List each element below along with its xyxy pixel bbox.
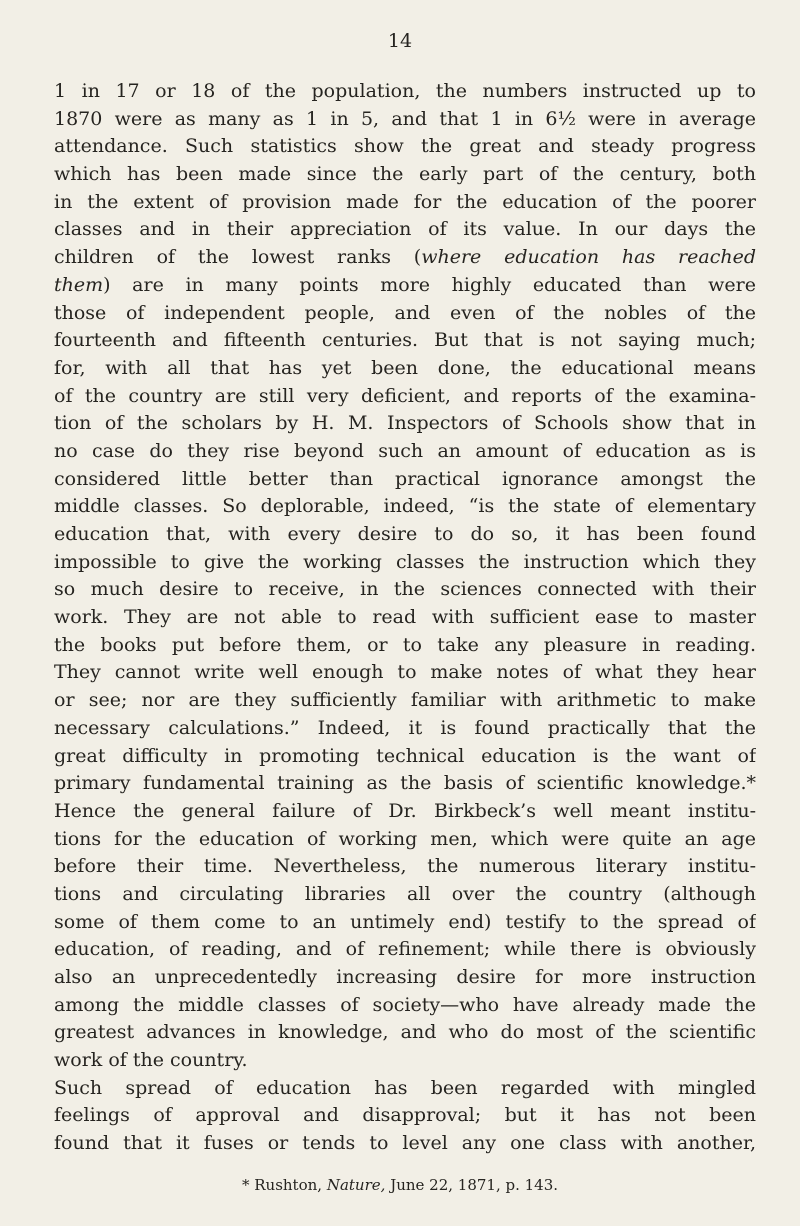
text-line-31: some of them come to an untimely end) testify to the spread of <box>54 910 756 933</box>
footnote-author: Rushton, <box>254 1176 323 1194</box>
text-line-7-before: children of the lowest ranks ( <box>54 246 422 269</box>
text-line-24: necessary calculations.” Indeed, it is found practically that the <box>54 716 756 739</box>
text-line-39: found that it fuses or tends to level any one class with another, <box>54 1132 756 1155</box>
text-line-17: education that, with every desire to do so, it has been found <box>54 523 756 545</box>
text-line-14: no case do they rise beyond such an amount of education as is <box>54 439 756 462</box>
page-number: 14 <box>387 30 413 52</box>
text-line-13: tion of the scholars by H. M. Inspectors of Schools show that in <box>54 412 756 435</box>
footnote-citation: June 22, 1871, p. 143. <box>390 1176 559 1194</box>
text-line-38: feelings of approval and disapproval; but it has not been <box>54 1104 756 1127</box>
text-line-21: the books put before them, or to take any pleasure in reading. <box>54 633 756 656</box>
text-line-35: greatest advances in knowledge, and who do most of the scientific <box>54 1021 756 1044</box>
text-line-2: 1870 were as many as 1 in 5, and that 1 in 6½ were in average <box>54 107 756 130</box>
text-line-12: of the country are still very deficient, and reports of the examina- <box>54 384 756 407</box>
text-line-6: classes and in their appreciation of its value. In our days the <box>54 218 756 241</box>
text-line-1: 1 in 17 or 18 of the population, the numbers instructed up to <box>54 80 756 102</box>
footnote-marker: * <box>241 1176 250 1194</box>
text-line-8-after: ) are in many points more highly educated than were <box>103 273 756 296</box>
body-text <box>54 78 756 1158</box>
text-line-15: considered little better than practical ignorance amongst the <box>54 467 756 490</box>
text-line-23: or see; nor are they sufficiently familiar with arithmetic to make <box>54 689 756 712</box>
text-line-29: before their time. Nevertheless, the numerous literary institu- <box>54 855 756 878</box>
text-line-27: Hence the general failure of Dr. Birkbeck’s well meant institu- <box>54 799 756 822</box>
text-line-7 <box>54 244 756 272</box>
text-line-8-italic: them <box>54 273 104 296</box>
text-line-25: great difficulty in promoting technical education is the want of <box>54 744 756 767</box>
text-line-7-italic: where education has reached <box>421 246 756 269</box>
text-line-4: which has been made since the early part of the century, both <box>54 163 756 186</box>
text-line-8 <box>54 272 756 300</box>
text-line-20: work. They are not able to read with sufficient ease to master <box>54 606 756 629</box>
text-line-16: middle classes. So deplorable, indeed, “is the state of elementary <box>54 495 756 518</box>
text-line-22: They cannot write well enough to make notes of what they hear <box>54 661 756 684</box>
text-line-10: fourteenth and fifteenth centuries. But that is not saying much; <box>54 329 756 352</box>
text-line-5: in the extent of provision made for the education of the poorer <box>54 190 756 213</box>
text-line-36: work of the country. <box>54 1049 248 1072</box>
text-line-34: among the middle classes of society—who have already made the <box>54 993 756 1016</box>
text-line-9: those of independent people, and even of the nobles of the <box>54 301 756 324</box>
text-line-32: education, of reading, and of refinement; while there is obviously <box>54 938 756 961</box>
text-line-19: so much desire to receive, in the sciences connected with their <box>54 578 756 601</box>
text-line-30: tions and circulating libraries all over the country (although <box>54 882 756 905</box>
footnote-journal: Nature, <box>326 1176 386 1194</box>
text-line-28: tions for the education of working men, which were quite an age <box>54 827 756 850</box>
footnote <box>0 1176 800 1194</box>
text-line-37: Such spread of education has been regarded with mingled <box>54 1076 756 1099</box>
text-line-3: attendance. Such statistics show the great and steady progress <box>54 135 756 158</box>
text-line-18: impossible to give the working classes the instruction which they <box>54 550 756 573</box>
text-line-33: also an unprecedentedly increasing desire for more instruction <box>54 966 756 988</box>
text-line-11: for, with all that has yet been done, the educational means <box>54 356 756 379</box>
text-line-26: primary fundamental training as the basis of scientific knowledge.* <box>54 772 756 795</box>
